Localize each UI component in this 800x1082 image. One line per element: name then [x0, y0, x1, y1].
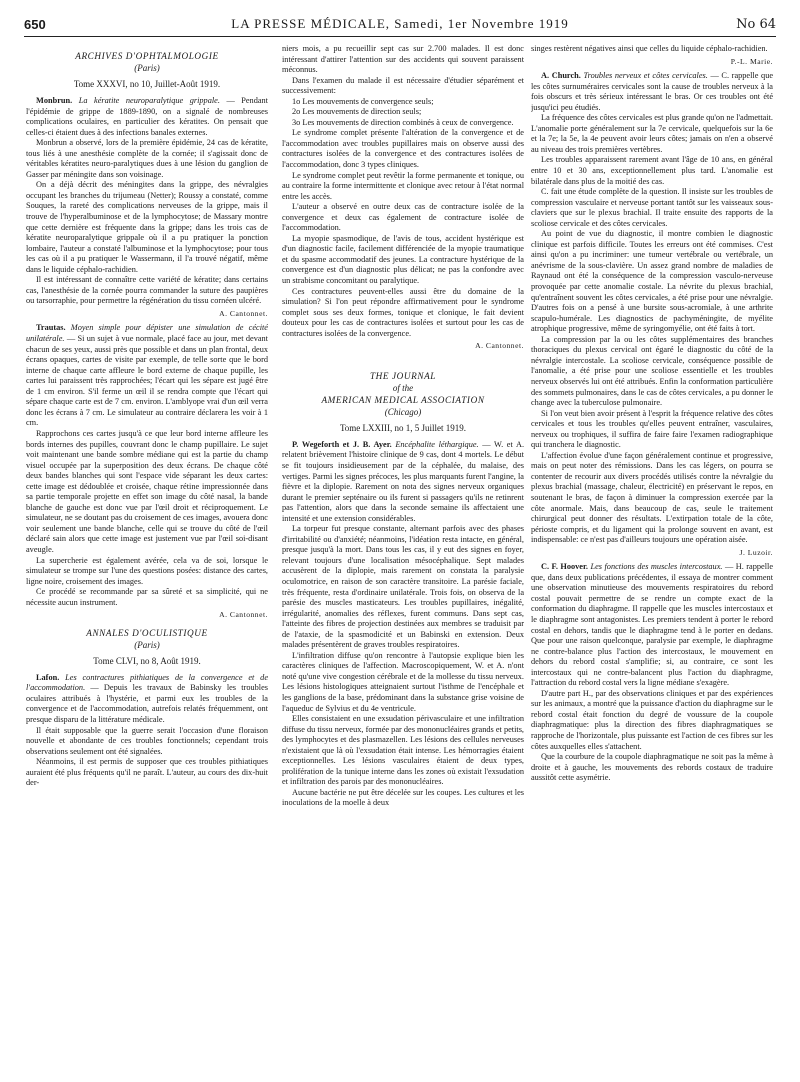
article-paragraph: singes restèrent négatives ainsi que celles du liquide céphalo-rachidien. — [531, 44, 768, 53]
article-paragraph: Néanmoins, il est permis de supposer que ces troubles pithiatiques auraient été plus fréquents qu'il ne paraît. L'auteur, au cours des dix-huit der- — [26, 757, 268, 788]
article-paragraph: D'autre part H., par des observations cliniques et par des expériences sur les animaux, a montré que la puissance d'action du diaphragme sur le rebord costal était fonction du degré de voussure de la coupole diaphragmatique: plus la direction des fibres diaphragmatiques se rapproche de l'horizontale, plus puissante est l'action de ces fibres sur les côtes auxquelles elles s'attachent. — [531, 688, 773, 751]
article-title: Troubles nerveux et côtes cervicales. — [583, 71, 708, 81]
article-title: La kératite neuroparalytique grippale. — [78, 96, 220, 105]
article-author: Lafon. — [36, 672, 60, 682]
page-number: 650 — [24, 17, 46, 32]
article-title: Les fonctions des muscles intercostaux. — [590, 562, 723, 572]
article-paragraph: L'affection évolue d'une façon généralement continue et progressive, mais on peut noter des rémissions. Dans les cas légers, on pourra se contenter de recourir aux divers procédés utilisés contre la névralgie du plexus brachial (massage, chaleur, électricité) en préservant le repos, en soutenant le bras, de façon à diminuer la compression exercée par la côte anormale. Mais, dans beaucoup de cas, seule le traitement chirurgical peut donner des résultats. L'extirpation totale de la côte, périoste compris, et du ligament qui la prolonge souvent en avant, est indispensable: ce n'est pas d'ailleurs toujours une opération aisée. — [531, 450, 773, 545]
article-paragraph: On a déjà décrit des méningites dans la grippe, des névralgies occupant les branches du trijumeau (Netter); Roussy a constaté, comme Souques, la rareté des complications nerveuses de la grippe, mais il trouve de l'hyperalbuminose et de la lymphocytose; de Massary montre que cette dernière est fréquente dans la grippe; dans les trois cas de kératite neuroparalytique grippale où il a pu pratiquer la ponction lombaire, l'auteur a constaté l'albuminose et la lymphocytose; pour tous les cas où il a pu pratiquer le Wassermann, il l'a trouvé négatif, même dans le liquide céphalo-rachidien. — [26, 180, 268, 274]
article-paragraph — [282, 440, 524, 524]
article-author: Trautas. — [36, 323, 66, 333]
journal-header-title: LA PRESSE MÉDICALE, Samedi, 1er Novembre 1919 — [231, 16, 569, 31]
article-paragraph — [531, 562, 773, 689]
article-paragraph: Ce procédé se recommande par sa sûreté et sa simplicité, qui ne nécessite aucun instrument. — [26, 587, 268, 607]
journal-city: (Paris) — [134, 639, 160, 650]
article-title: Les contractures pithiatiques de la convergence et de l'accommodation. — [26, 672, 268, 693]
article-paragraph: La torpeur fut presque constante, alternant parfois avec des phases d'irritabilité ou d'anxiété; néanmoins, l'idéation resta intacte, en général, presque jusqu'à la mort. Dans tous les cas, il y eut des signes en foyer, relevant toujours d'une localisation mésocéphalique. Sept malades accusèrent de la diplopie, mais rarement on constata la paralysie oculomotrice, en raison de son caractère transitoire. La parésie faciale, très fréquente, resta d'ordinaire unilatérale. Trois fois, on observa de la parésie des muscles masticateurs. Les troubles pupillaires, inégalité, irrégularité, anomalies des réflexes, furent communs. Dans sept cas, l'atteinte des fibres de projection destinées aux membres se traduisit par de l'ataxie, de la spasmodicité et un Babinski en extension. Deux malades présentèrent de graves troubles respiratoires. — [282, 524, 524, 650]
column-1 — [26, 44, 268, 1072]
article-author: A. Church. — [541, 71, 581, 81]
article-text: — Depuis les travaux de Babinsky les troubles oculaires attribués à l'hystérie, et parmi eux les troubles de la convergence et de l'accommodation, autrefois relatés fréquemment, ont presque disparu de la littérature médicale. — [26, 683, 268, 724]
article-paragraph: La supercherie est également avérée, cela va de soi, lorsque le simulateur se trompe sur l'une des questions posées: distance des cartes, ligne noire, croisement des images. — [26, 555, 268, 586]
column-3 — [531, 44, 773, 1072]
column-2 — [282, 44, 524, 1072]
article-author: Monbrun. — [36, 96, 73, 105]
article-paragraph — [531, 71, 773, 113]
article-paragraph: Le syndrome complet peut revêtir la forme permanente et tonique, ou au contraire la forme intermittente et clonique avec retour à l'état normal entre les accès. — [282, 170, 524, 201]
article-text: — W. et A. relatent brièvement l'histoire clinique de 9 cas, dont 4 mortels. Le début se fit toujours insidieusement par de la céphalée, du malaise, des vertiges. Parmi les signes précoces, les plus marquants furent l'angine, la fièvre et la diplopie. Rarement on nota des signes nerveux organiques durant le premier septénaire ou ils furent si passagers qu'ils ne retinrent pas l'attention, alors que dans la seconde semaine ils affectaient une intensité et une extension considérables. — [282, 439, 524, 523]
article-paragraph: Monbrun a observé, lors de la première épidémie, 24 cas de kératite, tous liés à une anesthésie complète de la cornée; il s'agissait donc de véritables kératites neuro-paralytiques dues à une lésion du ganglion de Gasser par méningite dans son voisinage. — [26, 138, 268, 179]
article-paragraph: La fréquence des côtes cervicales est plus grande qu'on ne l'admettait. L'anomalie porte généralement sur la 7e cervicale, quelquefois sur la 6e et la 7e; la 5e, la 4e peuvent avoir leurs côtes; jamais on n'en a observé au niveau des trois premières vertèbres. — [531, 113, 773, 154]
article-paragraph: Dans l'examen du malade il est nécessaire d'étudier séparément et successivement: — [282, 75, 524, 96]
article-paragraph: Elles consistaient en une exsudation périvasculaire et une infiltration diffuse du tissu nerveux, formée par des mononucléaires grands et petits, des lymphocytes et des plasmazellen. Les lésions des cellules nerveuses n'existaient que là où l'exsudation était intense. Les hémorragies étaient exceptionnelles. Les lésions vasculaires étaient de deux types, prolifération de la tunique interne dans les zones où existait l'exsudation et infiltration des parois par des mononucléaires. — [282, 714, 524, 787]
article-paragraph: Aucune bactérie ne put être décelée sur les coupes. Les cultures et les inoculations de la moelle à deux — [282, 787, 524, 808]
article-paragraph — [26, 323, 268, 428]
article-paragraph: Au point de vue du diagnostic, il montre combien le diagnostic clinique est parfois difficile. Toutes les erreurs ont été commises. C'est ainsi qu'on a pu incriminer: une tumeur vertébrale ou vertébrale, un anévrisme de la sous-clavière. Un assez grand nombre de maladies de Raynaud ont été la conséquence de la compression vasculo-nerveuse provoquée par cette anomalie costale. La névrite du plexus brachial, qu'entraînent souvent les côtes cervicales, a été prise pour une névralgie. D'autres fois on a pensé à une bursite sous-acromiale, à une arthrite scapulo-humérale. Les diagnostics de pachyméningite, de myélite atrophique progressive, même de syringomyélie, ont été faits à tort. — [531, 229, 773, 334]
article-paragraph: Que la courbure de la coupole diaphragmatique ne soit pas la même à droite et à gauche, les mouvements des rebords costaux de traduire aussitôt cette asymétrie. — [531, 752, 773, 783]
article-paragraph — [26, 96, 268, 138]
journal-city: (Chicago) — [384, 406, 422, 417]
article-paragraph: Si l'on veut bien avoir présent à l'esprit la fréquence relative des côtes cervicales et tous les troubles qu'elles peuvent entraîner, vasculaires, nerveux ou trophiques, il suffira de faire faire l'examen radiographique qui tranchera le diagnostic. — [531, 408, 773, 450]
article-author: P. Wegeforth et J. B. Ayer. — [292, 439, 392, 449]
list-item: 3o Les mouvements de direction combinés à ceux de convergence. — [292, 117, 514, 127]
journal-city: (Paris) — [134, 63, 160, 73]
journal-issue: Tome XXXVI, no 10, Juillet-Août 1919. — [73, 79, 221, 89]
article-text: — Pendant l'épidémie de grippe de 1889-1890, on a signalé de nombreuses complications oculaires, en particulier des kératites. On pensait que celles-ci étaient dues à des infections banales externes. — [26, 96, 268, 137]
article-paragraph: Rapprochons ces cartes jusqu'à ce que leur bord interne affleure les bords internes des pupilles, couvrant donc le champ pupillaire. Le sujet voit maintenant une bande sombre médiane qui est la partie du champ visuel occupée par la superposition des deux écrans. De chaque côté deux bandes blanches qui sont l'espace vide séparant les deux cartes: cette image est dédoublée et croisée, chaque rétine impressionnée dans sa partie temporale projette en effet son image du côté nasal, la bande blanche de gauche est donc vue par l'œil droit et réciproquement. Le simulateur, ne se doutant pas du croisement de ces images, avouera donc voir seulement une bande blanche, celle qui se trouve du côté de l'œil déclaré sain alors que cette image est justement vue par l'œil soi-disant aveugle. — [26, 428, 268, 554]
article-paragraph: L'infiltration diffuse qu'on rencontre à l'autopsie explique bien les caractères cliniques de l'affection. Macroscopiquement, W. et A. n'ont noté qu'une vive congestion cérébrale et de la mollesse du tissu nerveux. Les lésions histologiques atteignaient surtout l'isthme de l'encéphale et les ganglions de la base, prédominant dans la substance grise voisine de l'aqueduc de Sylvius et du 4e ventricule. — [282, 650, 524, 713]
article-paragraph: Ces contractures peuvent-elles aussi être du domaine de la simulation? Si l'on peut répondre affirmativement pour le syndrome complet sous ses deux formes, tonique et clonique, le fait devient douteux pour les cas de contractures isolées et surtout pour les cas de contractures isolées de la convergence. — [282, 286, 524, 338]
article-title: Moyen simple pour dépister une simulation de cécité unilatérale. — [26, 323, 268, 344]
article-signature: A. Cantonnet. — [475, 341, 524, 351]
article-paragraph: niers mois, a pu recueillir sept cas sur 2.700 malades. Il est donc intéressant d'attirer l'attention sur des accidents qui souvent paraissent méconnus. — [282, 44, 524, 75]
article-paragraph: Le syndrome complet présente l'altération de la convergence et de l'accommodation avec troubles pupillaires mais on observe aussi des contractures isolées de la convergence et des contractures isolées de l'accommodation, donc 3 types cliniques. — [282, 128, 524, 170]
article-paragraph: Il est intéressant de connaître cette variété de kératite; dans certains cas, l'anesthésie de la cornée pourra commander la suture des paupières ou tarsorraphie, pour permettre la régénération du tissu cornéen ulcéré. — [26, 275, 268, 306]
article-paragraph: Les troubles apparaissent rarement avant l'âge de 10 ans, en général entre 10 et 30 ans, exceptionnellement plus tard. L'anomalie est bilatérale dans plus de la moitié des cas. — [531, 155, 773, 186]
journal-title-of: of the — [392, 382, 414, 393]
article-text: — Si un sujet à vue normale, placé face au jour, met devant chacun de ses yeux, aussi près que possible et dans un plan frontal, deux écrans opaques, cartes de visite par exemple, de telle sorte que le bord interne de chaque carte affleure le bord externe de chaque pupille, les cartes lui paraissent très rapprochées; l'écart qui les sépare est jugé être de 1 cm environ. S'il ferme un œil il se rendra compte que l'écart qui sépare chaque carte est de 7 cm. environ. L'amblyope vrai d'un œil verra donc les écrans à 7 cm. Le simulateur au contraire déclarera les voir à 1 cm. — [26, 334, 268, 428]
issue-number: No 64 — [736, 17, 776, 32]
article-paragraph: La myopie spasmodique, de l'avis de tous, accident hystérique est d'un diagnostic facile, facilement différenciée de la myopie traumatique et du spasme accommodatif des jeunes. La contracture hystérique de la convergence est d'un diagnostic plus délicat; ne pas la confondre avec un strabisme concomitant ou paralytique. — [282, 233, 524, 286]
list-item: 1o Les mouvements de convergence seuls; — [292, 96, 434, 106]
article-paragraph — [26, 673, 268, 726]
journal-title: THE JOURNAL — [369, 370, 437, 381]
article-author: C. F. Hoover. — [541, 562, 588, 572]
page-header — [24, 14, 776, 37]
journal-title: ANNALES D'OCULISTIQUE — [86, 627, 208, 638]
article-signature: P.-L. Marie. — [730, 56, 773, 66]
journal-issue: Tome LXXIII, no 1, 5 Juillet 1919. — [339, 422, 467, 433]
journal-title: ARCHIVES D'OPHTALMOLOGIE — [75, 51, 219, 61]
article-signature: J. Luzoir. — [739, 547, 773, 557]
article-paragraph: La compression par la ou les côtes supplémentaires des branches thoraciques du plexus cervical ont égaré le diagnostic du côté de la névralgie intercostale. La scoliose cervicale, conséquence possible de l'anomalie, a été prise pour une scoliose essentielle et les troubles nerveux observés lui ont été attribués. Enfin la conformation particulière des sommets pulmonaires, dans le cas de côtes cervicales, a pu donner le change avec la tuberculose pulmonaire. — [531, 334, 773, 408]
article-signature: A. Cantonnet. — [219, 610, 268, 620]
article-text: — C. rappelle que les côtes surnuméraires cervicales sont la cause de troubles nerveux à la fois obscurs et très sérieux intéressant le bras. Or ces troubles ont été jusqu'ici peu étudiés. — [531, 71, 773, 112]
article-title: Encéphalite léthargique. — [395, 439, 479, 449]
article-signature: A. Cantonnet. — [219, 308, 268, 318]
article-paragraph: Il était supposable que la guerre serait l'occasion d'une floraison nouvelle et abondante de ces troubles fonctionnels; cependant trois observations seulement ont été signalées. — [26, 725, 268, 756]
article-paragraph: L'auteur a observé en outre deux cas de contracture isolée de la convergence et deux cas également de contracture isolée de l'accommodation. — [282, 202, 524, 233]
journal-issue: Tome CLVI, no 8, Août 1919. — [93, 655, 201, 666]
article-paragraph: C. fait une étude complète de la question. Il insiste sur les troubles de compression vasculaire et nerveuse portant tantôt sur les vaisseaux sous-claviers que sur le plexus brachial. Il traite ensuite des rapports de la scoliose cervicale et des côtes cervicales. — [531, 187, 773, 228]
list-item: 2o Les mouvements de direction seuls; — [292, 107, 422, 117]
journal-title-line2: AMERICAN MEDICAL ASSOCIATION — [321, 394, 485, 405]
article-text: — H. rappelle que, dans deux publications précédentes, il essaya de montrer comment une observation minutieuse des mouvements respiratoires du rebord costal pouvait permettre de se rendre un compte exact de la conformation du diaphragme. Il rappelle que les muscles intercostaux et le diaphragme sont antagonistes. Les premiers tendent à porter le rebord costal en dehors, tandis que le diaphragme tend à le porter en dedans. Que pour une raison quelconque, paralysie par exemple, le diaphragme ne contre-balance plus l'action des intercostaux, le mouvement en dehors du rebord costal s'amplifie; si, au contraire, ce sont les intercostaux qui ne contre-balancent plus l'action du diaphragme, l'attraction du rebord costal vers la ligne médiane s'exagère. — [531, 562, 773, 688]
